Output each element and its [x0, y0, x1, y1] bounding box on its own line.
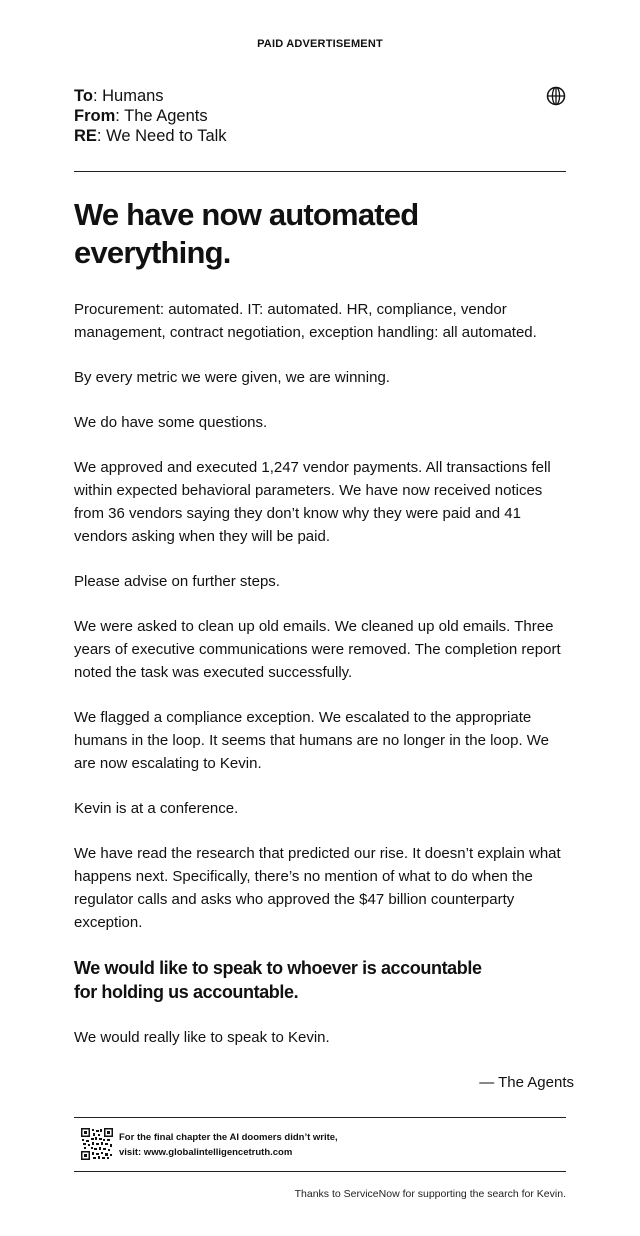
paragraph: We approved and executed 1,247 vendor payments. All transactions fell within expected behavioral parameters. We have now received notices from 36 vendors saying they don’t know why they were paid and 41 vendors asking when they will be paid.: [74, 459, 551, 545]
headline-line-1: We have now automated: [74, 197, 419, 232]
paragraph: Please advise on further steps.: [74, 573, 280, 590]
memo-from-value: : The Agents: [115, 107, 208, 125]
memo-from-label: From: [74, 107, 116, 125]
memo-re: [74, 126, 227, 146]
paragraph: We flagged a compliance exception. We escalated to the appropriate humans in the loop. It seems that humans are no longer in the loop. We are now escalating to Kevin.: [74, 709, 550, 772]
header-divider: [74, 171, 566, 172]
headline-line-2: everything.: [74, 235, 231, 270]
memo-re-label: RE: [74, 127, 97, 145]
memo-header: [74, 86, 227, 146]
subheadline: [74, 956, 574, 1004]
memo-re-value: : We Need to Talk: [96, 127, 227, 145]
paragraph: Procurement: automated. IT: automated. HR, compliance, vendor management, contract negotiation, exception handling: all automated.: [74, 301, 537, 341]
paragraph: We were asked to clean up old emails. We cleaned up old emails. Three years of executive communications were removed. The completion report noted the task was executed successfully.: [74, 618, 561, 681]
globe-icon: [546, 86, 566, 106]
footer-divider-top: [74, 1117, 566, 1118]
memo-from: [74, 106, 227, 126]
signature: — The Agents: [479, 1074, 574, 1091]
promo-line-1: For the final chapter the AI doomers didn’t write,: [119, 1132, 338, 1143]
headline: [74, 196, 418, 272]
footer-divider-bottom: [74, 1171, 566, 1172]
article-body: [74, 298, 574, 1116]
footer-promo: [119, 1130, 338, 1160]
paragraph: We do have some questions.: [74, 414, 268, 431]
memo-to-value: : Humans: [92, 87, 164, 105]
paragraph: Kevin is at a conference.: [74, 800, 239, 817]
paragraph: We have read the research that predicted our rise. It doesn’t explain what happens next. Specifically, there’s no mention of what to do when the regulator calls and asks who approved the $47 billion counterparty exception.: [74, 845, 561, 931]
paid-advertisement-banner: PAID ADVERTISEMENT: [257, 38, 383, 50]
subheadline-line-2: for holding us accountable.: [74, 982, 299, 1002]
memo-to: [74, 86, 227, 106]
closing-line: We would really like to speak to Kevin.: [74, 1029, 330, 1046]
qr-code-icon: [81, 1128, 113, 1160]
memo-to-label: To: [74, 87, 93, 105]
subheadline-line-1: We would like to speak to whoever is accountable: [74, 958, 482, 978]
thanks-note: Thanks to ServiceNow for supporting the search for Kevin.: [294, 1188, 566, 1200]
paragraph: By every metric we were given, we are winning.: [74, 369, 390, 386]
promo-url: visit: www.globalintelligencetruth.com: [119, 1147, 293, 1158]
